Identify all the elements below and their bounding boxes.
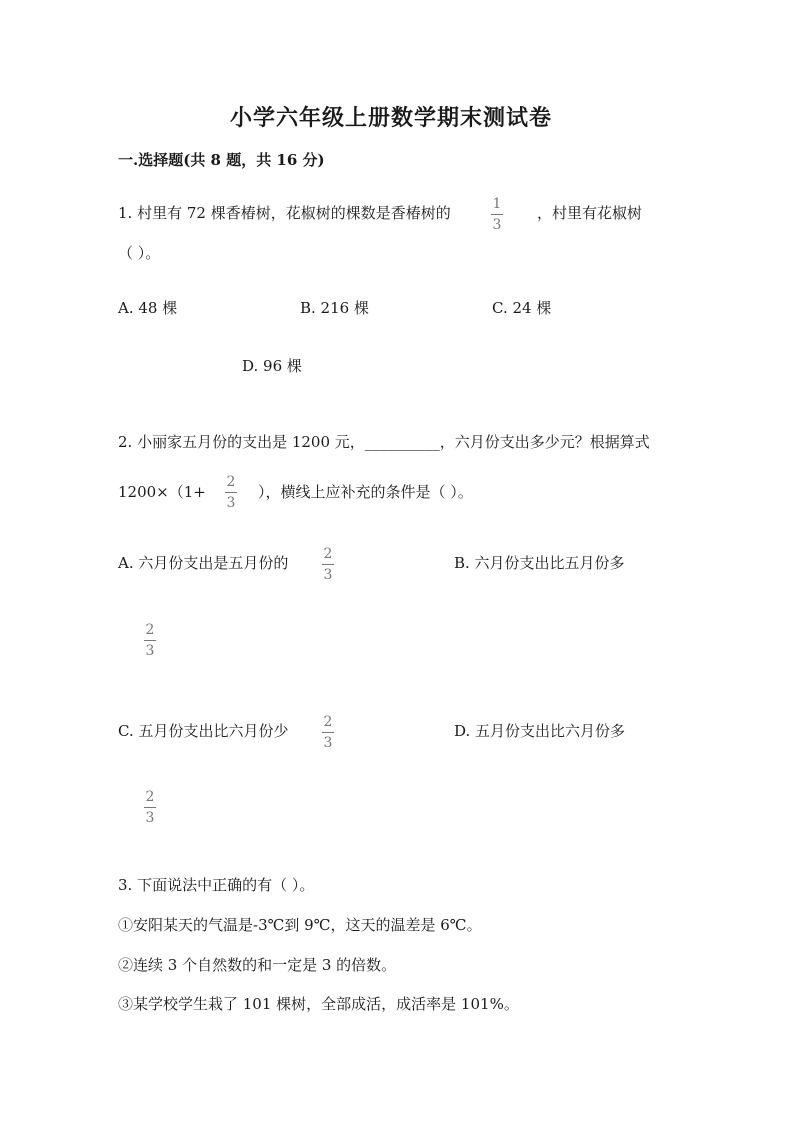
q3-stem: 3. 下面说法中正确的有（ ）。 [118, 876, 315, 894]
q3-statement-2: ②连续 3 个自然数的和一定是 3 的倍数。 [118, 956, 397, 974]
q3-statement-1: ①安阳某天的气温是-3℃到 9℃，这天的温差是 6℃。 [118, 916, 482, 934]
q1-stem-part1: 1. 村里有 72 棵香椿树，花椒树的棵数是香椿树的 [118, 204, 451, 222]
q2-stem-line2-part2: ），横线上应补充的条件是（ ）。 [258, 483, 473, 501]
fraction-numerator: 2 [145, 622, 155, 638]
q1-stem-part2: ，村里有花椒树 [537, 204, 643, 222]
page-title: 小学六年级上册数学期末测试卷 [230, 105, 553, 131]
q1-answer-blank: （ ）。 [118, 244, 161, 262]
q1-option-a: A. 48 棵 [118, 299, 178, 317]
fraction-numerator: 2 [323, 714, 333, 730]
q1-fraction [491, 196, 503, 233]
fraction-denominator: 3 [323, 567, 333, 583]
q3-statement-3: ③某学校学生栽了 101 棵树，全部成活，成活率是 101%。 [118, 995, 519, 1013]
q2-stem-line2-part1: 1200×（1+ [118, 483, 206, 501]
q2-option-a-fraction [322, 546, 334, 583]
fraction-denominator: 3 [145, 810, 155, 826]
q2-option-c-fraction [322, 714, 334, 751]
q2-option-d: D. 五月份支出比六月份多 [454, 722, 626, 740]
fraction-bar [144, 640, 156, 641]
fraction-numerator: 1 [492, 196, 502, 212]
q2-stem-line1: 2. 小丽家五月份的支出是 1200 元，__________，六月份支出多少元？根据算式 [118, 433, 650, 451]
fraction-denominator: 3 [492, 217, 502, 233]
fraction-bar [491, 214, 503, 215]
q2-fraction [225, 474, 237, 511]
fraction-numerator: 2 [226, 474, 236, 490]
fraction-denominator: 3 [226, 495, 236, 511]
q1-option-d: D. 96 棵 [242, 357, 302, 375]
fraction-numerator: 2 [145, 789, 155, 805]
q1-option-b: B. 216 棵 [300, 299, 369, 317]
fraction-bar [144, 807, 156, 808]
q2-option-b: B. 六月份支出比五月份多 [454, 554, 625, 572]
fraction-numerator: 2 [323, 546, 333, 562]
fraction-denominator: 3 [323, 735, 333, 751]
q2-option-a: A. 六月份支出是五月份的 [118, 554, 289, 572]
q2-option-d-fraction [144, 789, 156, 826]
fraction-bar [322, 564, 334, 565]
q2-option-b-fraction [144, 622, 156, 659]
fraction-denominator: 3 [145, 643, 155, 659]
q2-option-c: C. 五月份支出比六月份少 [118, 722, 289, 740]
q1-option-c: C. 24 棵 [492, 299, 552, 317]
fraction-bar [322, 732, 334, 733]
fraction-bar [225, 492, 237, 493]
section-heading: 一.选择题(共 8 题，共 16 分) [118, 151, 325, 169]
